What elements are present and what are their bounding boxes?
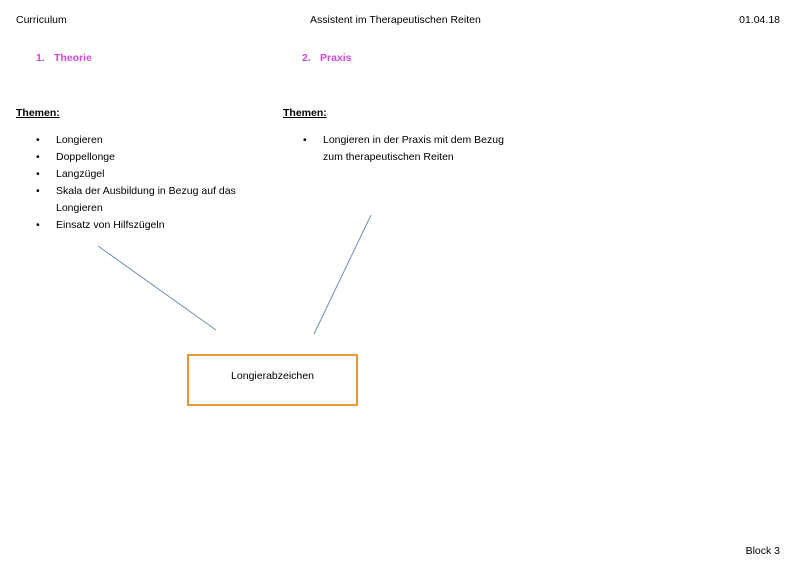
list-item: • Skala der Ausbildung in Bezug auf das Longieren <box>36 183 246 217</box>
header-date: 01.04.18 <box>739 14 780 26</box>
section-number: 2. <box>302 52 311 64</box>
section-number: 1. <box>36 52 45 64</box>
list-item: • Langzügel <box>36 166 246 183</box>
themen-label-praxis: Themen: <box>283 107 327 119</box>
footer-block-label: Block 3 <box>745 545 780 557</box>
list-item: • Einsatz von Hilfszügeln <box>36 217 246 234</box>
praxis-topic-list <box>303 132 523 166</box>
longierabzeichen-box <box>187 354 358 406</box>
list-item: • Longieren <box>36 132 246 149</box>
list-item: • Longieren in der Praxis mit dem Bezug zum therapeutischen Reiten <box>303 132 523 166</box>
theorie-topic-list <box>36 132 246 234</box>
themen-label-theorie: Themen: <box>16 107 60 119</box>
connector-line-theorie <box>98 246 216 330</box>
box-label: Longierabzeichen <box>231 370 314 382</box>
header-left-text: Curriculum <box>16 14 67 26</box>
connector-line-praxis <box>314 215 371 334</box>
header-center-title: Assistent im Therapeutischen Reiten <box>310 14 481 26</box>
section-title: Praxis <box>320 52 352 64</box>
section-title: Theorie <box>54 52 92 64</box>
section-praxis-heading <box>302 52 352 64</box>
list-item: • Doppellonge <box>36 149 246 166</box>
section-theorie-heading <box>36 52 92 64</box>
